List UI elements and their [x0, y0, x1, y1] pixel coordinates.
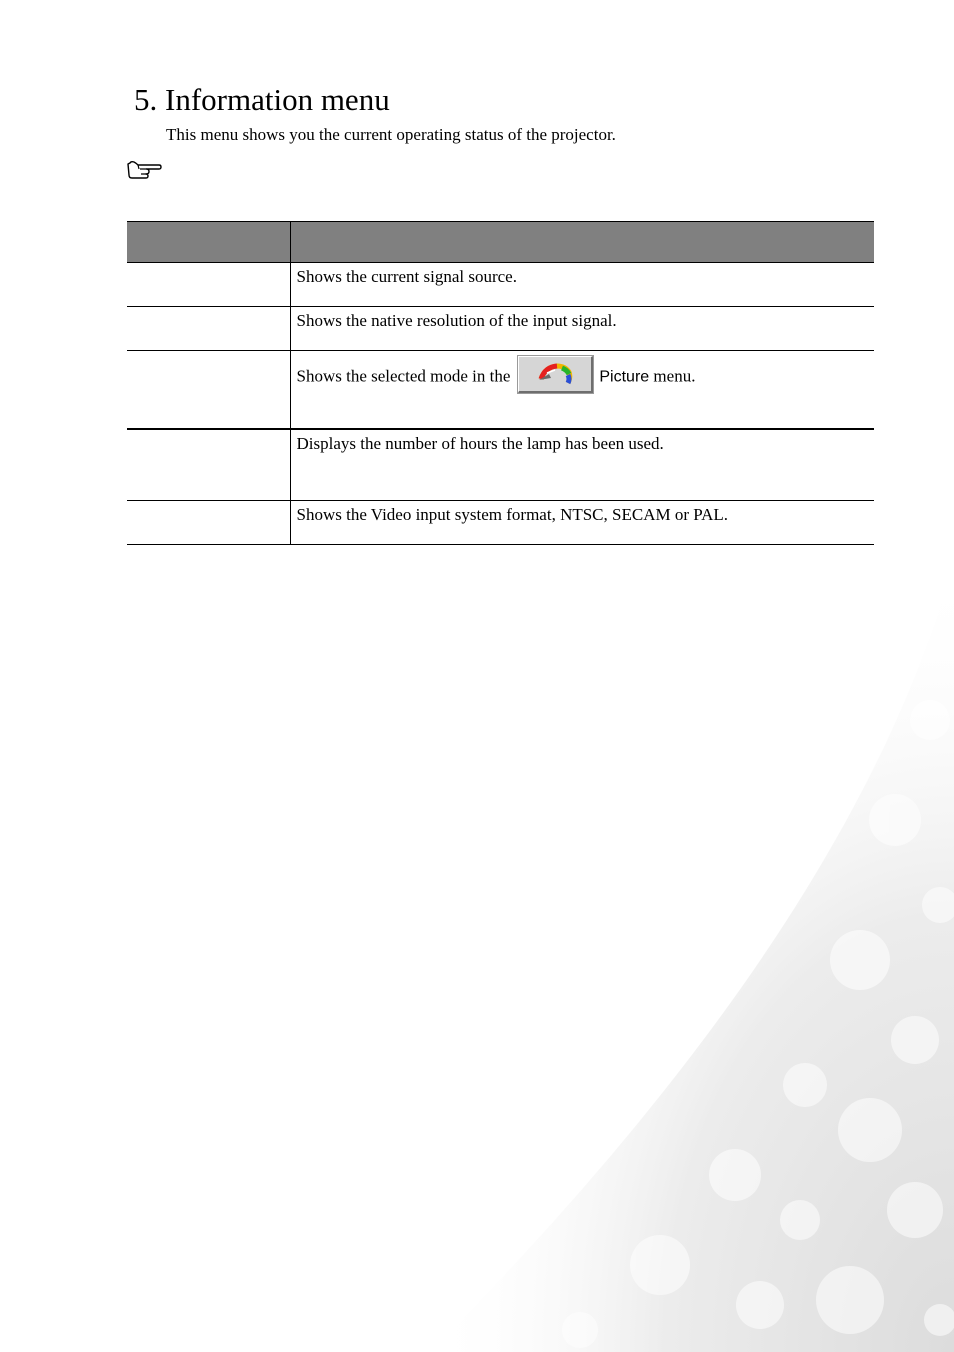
- table-row: [127, 501, 874, 545]
- row-description: Shows the native resolution of the input signal.: [290, 307, 874, 351]
- table-row: [127, 307, 874, 351]
- row-label: [127, 351, 290, 430]
- color-palette-icon: [537, 361, 573, 387]
- table-header-function: [127, 222, 290, 263]
- row-label: [127, 307, 290, 351]
- row-description: [290, 351, 874, 430]
- row-description: Displays the number of hours the lamp has been used.: [290, 429, 874, 501]
- picture-menu-button: [518, 356, 593, 393]
- row-label: [127, 263, 290, 307]
- table-row: [127, 429, 874, 501]
- table-header-description: [290, 222, 874, 263]
- page-title: 5. Information menu: [134, 82, 390, 117]
- intro-text: This menu shows you the current operating status of the projector.: [166, 125, 616, 144]
- row-label: [127, 429, 290, 501]
- row-description-after: menu.: [649, 366, 696, 386]
- table-header-row: [127, 222, 874, 263]
- row-description-before: Shows the selected mode in the: [296, 366, 511, 386]
- table-row: [127, 351, 874, 430]
- row-description: Shows the current signal source.: [290, 263, 874, 307]
- row-label: [127, 501, 290, 545]
- information-table: [127, 221, 874, 545]
- pointing-hand-icon: [126, 159, 162, 181]
- row-description: Shows the Video input system format, NTSC, SECAM or PAL.: [290, 501, 874, 545]
- table-row: [127, 263, 874, 307]
- picture-menu-name: Picture: [599, 368, 650, 386]
